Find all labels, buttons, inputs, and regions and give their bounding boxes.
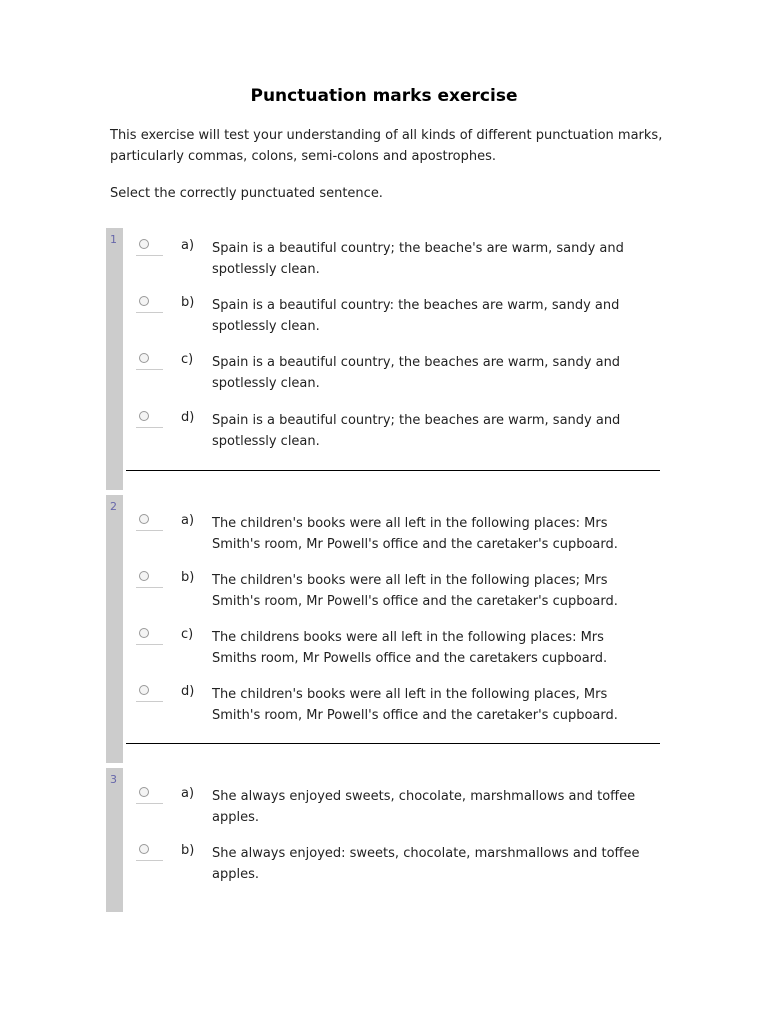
question-3 [106, 768, 666, 912]
option-letter: a) [181, 238, 195, 253]
radio-button[interactable] [139, 787, 149, 797]
option-letter: a) [181, 513, 195, 528]
radio-underline [136, 369, 163, 370]
radio-underline [136, 255, 163, 256]
option-text: Spain is a beautiful country; the beaches are warm, sandy and spotlessly clean. [212, 413, 621, 449]
radio-underline [136, 701, 163, 702]
intro-text: This exercise will test your understanding of all kinds of different punctuation marks, particularly commas, colons, semi-colons and apostrophes. [110, 128, 663, 164]
option-text: She always enjoyed sweets, chocolate, marshmallows and toffee apples. [212, 789, 636, 825]
option-2d[interactable] [106, 684, 666, 728]
option-letter: a) [181, 786, 195, 801]
radio-button[interactable] [139, 571, 149, 581]
radio-button[interactable] [139, 844, 149, 854]
question-number: 2 [110, 500, 117, 513]
question-divider [126, 470, 660, 471]
option-2b[interactable] [106, 570, 666, 614]
option-text: Spain is a beautiful country, the beaches are warm, sandy and spotlessly clean. [212, 355, 621, 391]
radio-underline [136, 803, 163, 804]
question-number: 3 [110, 773, 117, 786]
option-1d[interactable] [106, 410, 666, 454]
radio-button[interactable] [139, 296, 149, 306]
option-letter: d) [181, 410, 195, 425]
option-letter: b) [181, 295, 195, 310]
radio-button[interactable] [139, 411, 149, 421]
option-letter: c) [181, 352, 194, 367]
radio-button[interactable] [139, 514, 149, 524]
radio-underline [136, 312, 163, 313]
page-title: Punctuation marks exercise [250, 86, 518, 106]
option-3a[interactable] [106, 786, 666, 830]
radio-button[interactable] [139, 628, 149, 638]
option-letter: b) [181, 843, 195, 858]
radio-underline [136, 644, 163, 645]
option-1a[interactable] [106, 238, 666, 282]
radio-underline [136, 860, 163, 861]
question-divider [126, 743, 660, 744]
option-text: Spain is a beautiful country; the beache's are warm, sandy and spotlessly clean. [212, 241, 624, 277]
option-letter: d) [181, 684, 195, 699]
option-1b[interactable] [106, 295, 666, 339]
radio-underline [136, 427, 163, 428]
radio-button[interactable] [139, 239, 149, 249]
option-letter: c) [181, 627, 194, 642]
option-2a[interactable] [106, 513, 666, 557]
instruction-text: Select the correctly punctuated sentence. [110, 186, 383, 201]
option-text: The children's books were all left in the following places: Mrs Smith's room, Mr Powell's office and the caretaker's cupboard. [212, 516, 618, 552]
question-number: 1 [110, 233, 117, 246]
radio-button[interactable] [139, 353, 149, 363]
option-3b[interactable] [106, 843, 666, 887]
radio-underline [136, 530, 163, 531]
option-text: She always enjoyed: sweets, chocolate, marshmallows and toffee apples. [212, 846, 640, 882]
option-text: The children's books were all left in the following places, Mrs Smith's room, Mr Powell's office and the caretaker's cupboard. [212, 687, 618, 723]
question-1 [106, 228, 666, 490]
option-text: The children's books were all left in the following places; Mrs Smith's room, Mr Powell's office and the caretaker's cupboard. [212, 573, 618, 609]
question-2 [106, 495, 666, 763]
option-1c[interactable] [106, 352, 666, 396]
option-text: The childrens books were all left in the following places: Mrs Smiths room, Mr Powells office and the caretakers cupboard. [212, 630, 608, 666]
option-letter: b) [181, 570, 195, 585]
radio-button[interactable] [139, 685, 149, 695]
radio-underline [136, 587, 163, 588]
option-text: Spain is a beautiful country: the beaches are warm, sandy and spotlessly clean. [212, 298, 620, 334]
option-2c[interactable] [106, 627, 666, 671]
